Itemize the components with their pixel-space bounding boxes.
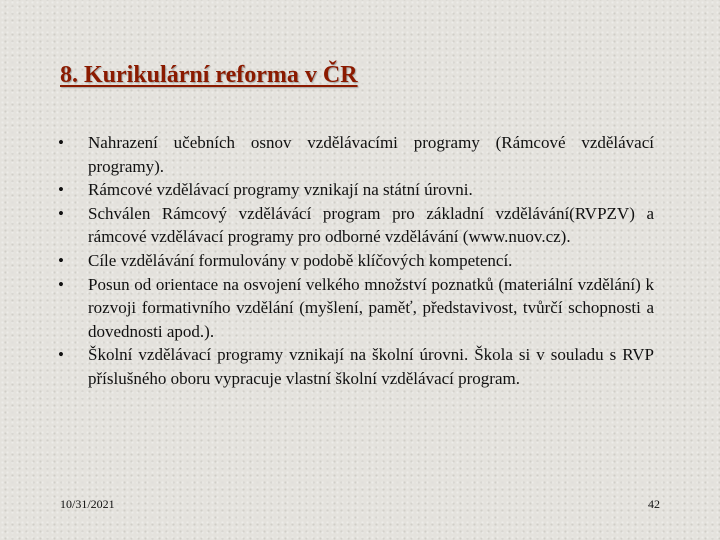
bullet-item bbox=[58, 131, 654, 178]
bullet-text: Školní vzdělávací programy vznikají na školní úrovni. Škola si v souladu s RVP příslušného oboru vypracuje vlastní školní vzdělávací program. bbox=[88, 345, 654, 388]
bullet-item bbox=[58, 343, 654, 390]
bullet-dot: • bbox=[58, 345, 64, 365]
bullet-dot: • bbox=[58, 203, 64, 223]
bullet-text: Cíle vzdělávání formulovány v podobě klíčových kompetencí. bbox=[88, 250, 513, 270]
bullet-dot: • bbox=[58, 250, 64, 270]
slide-number: 42 bbox=[648, 497, 660, 511]
bullet-item bbox=[58, 202, 654, 249]
bullet-list bbox=[58, 131, 654, 391]
slide-title: 8. Kurikulární reforma v ČR bbox=[60, 62, 358, 88]
bullet-dot: • bbox=[58, 274, 64, 294]
bullet-text: Schválen Rámcový vzdělávácí program pro základní vzdělávání(RVPZV) a rámcové vzdělávací programy pro odborné vzdělávání (www.nuov.cz). bbox=[88, 203, 654, 247]
bullet-item bbox=[58, 249, 654, 273]
footer-date: 10/31/2021 bbox=[60, 497, 115, 511]
bullet-dot: • bbox=[58, 180, 64, 200]
bullet-text: Rámcové vzdělávací programy vznikají na státní úrovni. bbox=[88, 180, 473, 200]
bullet-dot: • bbox=[58, 133, 64, 152]
bullet-text: Nahrazení učebních osnov vzdělávacími programy (Rámcové vzdělávací programy). bbox=[88, 133, 654, 176]
bullet-item bbox=[58, 178, 654, 202]
bullet-item bbox=[58, 273, 654, 344]
bullet-text: Posun od orientace na osvojení velkého množství poznatků (materiální vzdělání) k rozvoji formativního vzdělání (myšlení, paměť, představivost, tvůrčí schopnosti a dovednosti apod.). bbox=[88, 274, 654, 341]
